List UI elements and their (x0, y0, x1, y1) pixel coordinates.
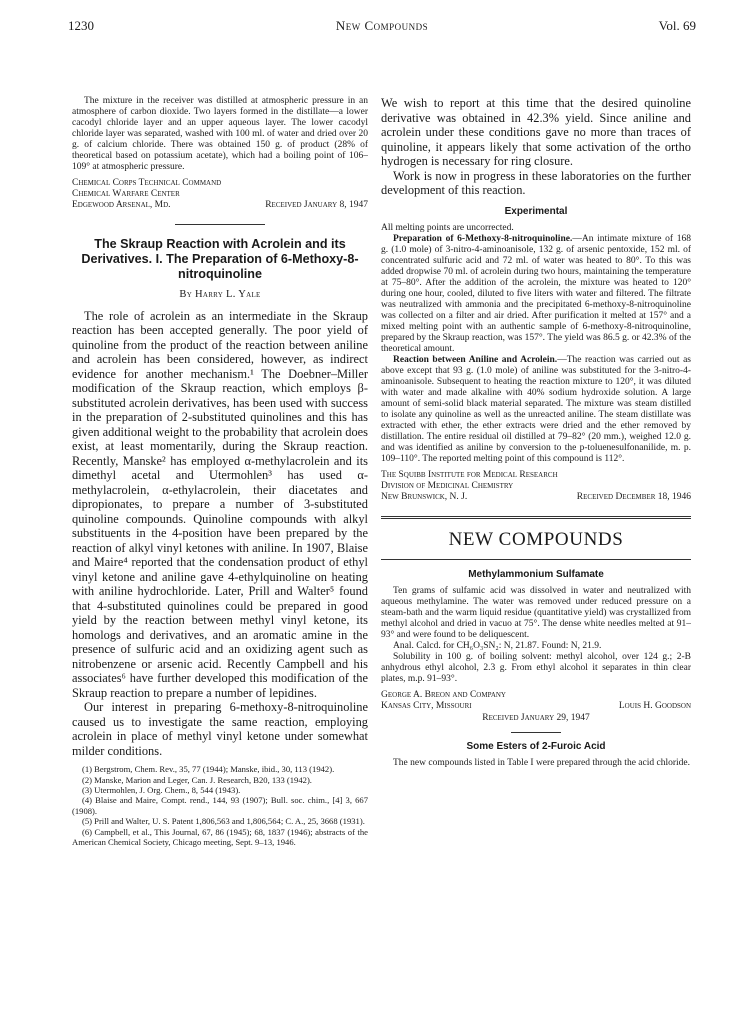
author-name: Louis H. Goodson (618, 701, 691, 712)
author-byline: By Harry L. Yale (179, 288, 261, 300)
affiliation-line: Chemical Warfare Center (72, 189, 180, 200)
affiliation-block (381, 470, 691, 504)
article-title: The Skraup Reaction with Acrolein and its Derivatives. I. The Preparation of 6-Methoxy-8-nitroquinoline (81, 236, 359, 281)
solubility-paragraph: Solubility in 100 g. of boiling solvent: methyl alcohol, over 124 g.; 2-B anhydrous ethyl alcohol, 2.3 g. From ethyl alcohol it separates in thin clear plates, m.p. 91–93°. (381, 652, 691, 685)
affiliation-block (381, 690, 691, 724)
divider (511, 732, 561, 733)
affiliation-line: The Squibb Institute for Medical Research (381, 469, 558, 480)
affiliation-line: Edgewood Arsenal, Md. (72, 200, 171, 211)
footnote: (2) Manske, Marion and Leger, Can. J. Research, B20, 133 (1942). (82, 774, 312, 785)
preparation-title: Preparation of 6-Methoxy-8-nitroquinoline. (393, 233, 573, 244)
reaction-paragraph (381, 355, 691, 465)
compound-heading: Some Esters of 2-Furoic Acid (466, 740, 606, 752)
experimental-heading: Experimental (504, 205, 568, 217)
section-divider (381, 559, 691, 560)
body-paragraph: The role of acrolein as an intermediate in the Skraup reaction has been accepted generally. The poor yield of quinoline from the product of the reaction between aniline and acrolein has been considered, however, as indirect evidence for another mechanism.¹ The Doebner–Miller modification of the Skraup reaction, which employs β-substituted acrolein derivatives, has been used with success in the preparation of 2-substituted quinolines and this has given additional weight to the probability that acrolein does exist, at least momentarily, during the Skraup reaction. Recently, Manske² has employed α-methylacrolein and its dimethyl acetal and Utermohlen³ has used α-methylacrolein, α-ethylacrolein, their diacetates and dipropionates, to prepare a number of 3-substituted quinoline compounds. Quinoline compounds with alkyl substituents in the 4-position have been prepared by the reaction of alkyl vinyl ketones with aniline. In 1907, Blaise and Maire⁴ reported that the condensation product of ethyl vinyl ketone and aniline gave 4-ethylquinoline on heating with aniline hydrochloride. Later, Prill and Walter⁵ found that 4-substituted quinolines could be prepared in good yield by the reaction between methyl vinyl ketone, its homologs and derivatives, and an aromatic amine in the presence of sulfuric acid and an oxidizing agent such as nitrobenzene or arsenic acid. Recently Campbell and his associates⁶ have further developed this modification of the Skraup reaction to prepare a number of lepidines. (72, 308, 368, 700)
section-divider (381, 516, 691, 519)
compound-paragraph: The new compounds listed in Table I were prepared through the acid chloride. (393, 757, 690, 768)
footnote: (6) Campbell, et al., This Journal, 67, 86 (1945); 68, 1837 (1946); abstracts of the American Chemical Society, Chicago meeting, Sept. 9–13, 1946. (72, 826, 368, 847)
affiliation-line: New Brunswick, N. J. (381, 491, 468, 502)
running-title: New Compounds (335, 18, 429, 33)
left-column (72, 96, 368, 1006)
received-date: Received January 29, 1947 (482, 712, 590, 723)
reaction-title: Reaction between Aniline and Acrolein. (393, 354, 558, 365)
footnote: (3) Utermohlen, J. Org. Chem., 8, 544 (1943). (82, 784, 241, 795)
body-paragraph: Our interest in preparing 6-methoxy-8-nitroquinoline caused us to investigate the same reaction, employing acrolein in place of methyl vinyl ketone under somewhat milder conditions. (72, 700, 368, 758)
body-paragraph: Work is now in progress in these laboratories on the further development of this reaction. (381, 168, 691, 197)
compound-paragraph: Ten grams of sulfamic acid was dissolved in water and neutralized with aqueous methylamine. The water was removed under reduced pressure on a steam-bath and the warm liquid residue (quantitative yield) was crystallized from methyl alcohol and dried in vacuo at 75°. The dense white needles melted at 91–93° and were found to be deliquescent. (381, 586, 691, 641)
preparation-text: —An intimate mixture of 168 g. (1.0 mole) of 3-nitro-4-aminoanisole, 132 g. of arsenic pentoxide, 152 ml. of concentrated sulfuric acid and 72 ml. of water was heated to 80°. To this was added dropwise 70 ml. of acrolein during two hours, maintaining the temperature at 75–80°. After the addition of the acrolein, the mixture was heated to 120° during one hour, cooled, diluted to five liters with water and filtered. The filtrate was neutralized with ammonia and the precipitated 6-methoxy-8-nitroquinoline was collected on a filter and air dried. After purification it melted at 157° and a mixed melting point with an authentic sample of 6-methoxy-8-nitroquinoline, prepared by the Skraup reaction, was 157°. The yield was 86.5 g. or 42.3% of the theoretical amount. (381, 233, 691, 354)
right-column (381, 96, 691, 1006)
divider (175, 224, 265, 225)
affiliation-line: George A. Breon and Company (381, 690, 506, 701)
preparation-paragraph (381, 234, 691, 355)
volume-label: Vol. 69 (658, 18, 696, 33)
melting-point-note: All melting points are uncorrected. (381, 222, 514, 233)
footnote: (5) Prill and Walter, U. S. Patent 1,806,563 and 1,806,564; C. A., 25, 3668 (1931). (82, 816, 365, 827)
compound-heading: Methylammonium Sulfamate (468, 569, 604, 581)
page-number: 1230 (68, 18, 94, 33)
section-title: NEW COMPOUNDS (448, 529, 624, 551)
page-header (68, 18, 696, 38)
affiliation-line: Chemical Corps Technical Command (72, 178, 222, 188)
footnote: (4) Blaise and Maire, Compt. rend., 144, 93 (1907); Bull. soc. chim., [4] 3, 667 (1908). (72, 795, 368, 816)
affiliation-line: Kansas City, Missouri (381, 701, 472, 712)
affiliation-block (72, 178, 368, 212)
reaction-text: —The reaction was carried out as above except that 93 g. (1.0 mole) of aniline was substituted for the 3-nitro-4-aminoanisole. Subsequent to heating the reaction mixture to 120°, it was diluted with water and made alkaline with 40% sodium hydroxide solution. A large amount of semi-solid black material separated. The mixture was steam distilled to isolate any quinoline as well as the unreacted aniline. The steam distillate was extracted with ether, the ether extracts were dried and the ether removed by distillation. The entire residual oil distilled at 79–82° (20 mm.), weighed 12.0 g. and was identified as aniline by conversion to the p-toluenesulfonanilide, m. p. 109–110°. The reported melting point of this compound is 112°. (381, 354, 691, 464)
analysis-line: Anal. Calcd. for CH₆O₃SN₂: N, 21.87. Found: N, 21.9. (393, 641, 602, 652)
affiliation-line: Division of Medicinal Chemistry (381, 480, 514, 491)
received-date: Received December 18, 1946 (576, 491, 691, 502)
footnotes (72, 764, 368, 847)
prior-article-paragraph: The mixture in the receiver was distilled at atmospheric pressure in an atmosphere of carbon dioxide. Two layers formed in the distillate—a lower cacodyl chloride layer and an upper aqueous layer. The lower cacodyl chloride layer was separated, washed with 100 ml. of water and dried over 20 g. of calcium chloride. There was obtained 150 g. of product (28% of theoretical based on potassium acetate), which had a boiling point of 106–109° at atmospheric pressure. (72, 96, 368, 172)
footnote: (1) Bergstrom, Chem. Rev., 35, 77 (1944); Manske, ibid., 30, 113 (1942). (82, 764, 335, 775)
received-date: Received January 8, 1947 (265, 200, 368, 211)
body-paragraph: We wish to report at this time that the desired quinoline derivative was obtained in 42.3% yield. Since aniline and acrolein under these conditions gave no more than traces of quinoline, it appears likely that some activation of the ortho hydrogen is necessary for ring closure. (381, 96, 691, 168)
